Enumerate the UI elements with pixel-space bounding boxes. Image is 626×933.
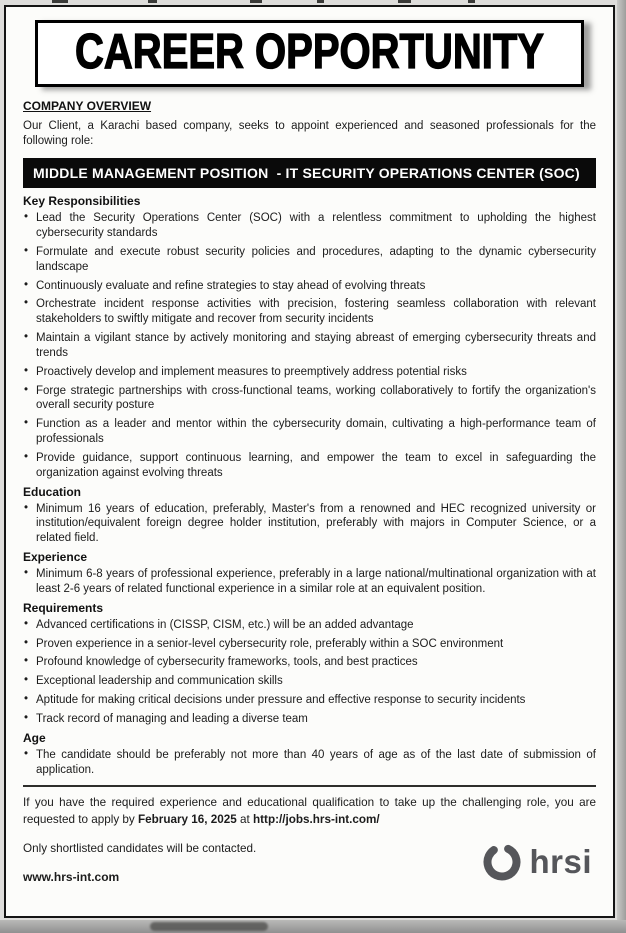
- scan-artifact: [398, 0, 411, 3]
- footer-left: [23, 842, 256, 884]
- bullet-item: • Formulate and execute robust security policies and procedures, adapting to the dynamic cybersecurity landscape: [23, 245, 596, 275]
- apply-text-before: If you have the required experience and educational qualification to take up the challenging role, you are requested to apply by: [23, 796, 596, 826]
- bullet-list: [23, 748, 596, 778]
- scan-artifact: [468, 0, 475, 3]
- bullet-item: • Aptitude for making critical decisions under pressure and effective response to security incidents: [23, 693, 596, 708]
- apply-text-at: at: [240, 812, 250, 826]
- section-education: [23, 485, 596, 546]
- scan-artifact: [148, 0, 157, 3]
- apply-deadline-date: February 16, 2025: [138, 812, 237, 826]
- bullet-item: • Exceptional leadership and communication skills: [23, 674, 596, 689]
- bullet-item: • Lead the Security Operations Center (SOC) with a relentless commitment to upholding the highest cybersecurity standards: [23, 211, 596, 241]
- website-url: www.hrs-int.com: [23, 869, 120, 884]
- scan-artifact: [250, 0, 262, 3]
- section-heading: Education: [23, 484, 82, 499]
- section-age: [23, 731, 596, 778]
- section-heading: Age: [23, 730, 46, 745]
- section-heading: Experience: [23, 550, 88, 565]
- hrsi-logo-text: hrsi: [529, 843, 592, 881]
- bullet-list: [23, 211, 596, 480]
- divider-line: [23, 785, 596, 787]
- bullet-item: • Proven experience in a senior-level cybersecurity role, preferably within a SOC environment: [23, 637, 596, 652]
- section-requirements: [23, 601, 596, 727]
- company-overview-heading: COMPANY OVERVIEW: [23, 99, 152, 113]
- ad-title: CAREER OPPORTUNITY: [75, 25, 544, 79]
- section-key-responsibilities: [23, 194, 596, 480]
- bullet-item: • Forge strategic partnerships with cross-functional teams, working collaboratively to fortify the organization's overall security posture: [23, 384, 596, 414]
- apply-url: http://jobs.hrs-int.com/: [253, 812, 380, 826]
- section-heading: Requirements: [23, 600, 104, 615]
- bullet-item: • Provide guidance, support continuous learning, and empower the team to excel in safeguarding the organization against evolving threats: [23, 451, 596, 481]
- bullet-item: • Orchestrate incident response activities with precision, fostering seamless collaboration with relevant stakeholders to swiftly mitigate and recover from security incidents: [23, 297, 596, 327]
- section-experience: [23, 550, 596, 597]
- scan-margin-right: [617, 0, 626, 933]
- position-banner: MIDDLE MANAGEMENT POSITION - IT SECURITY OPERATIONS CENTER (SOC): [23, 158, 596, 188]
- bullet-item: • Continuously evaluate and refine strategies to stay ahead of evolving threats: [23, 279, 596, 294]
- footer: [23, 840, 596, 884]
- section-heading: Key Responsibilities: [23, 194, 141, 209]
- bullet-list: [23, 502, 596, 546]
- scan-smudge: [150, 922, 268, 931]
- bullet-item: • Function as a leader and mentor within the cybersecurity domain, cultivating a high-performance team of professionals: [23, 417, 596, 447]
- apply-instructions: [23, 795, 596, 827]
- shortlist-note: Only shortlisted candidates will be contacted.: [23, 841, 257, 855]
- bullet-item: • Minimum 16 years of education, preferably, Master's from a renowned and HEC recognized university or institution/equivalent foreign degree holder institution, preferably with majors in Computer Science, or a related field.: [23, 502, 596, 546]
- bullet-list: [23, 567, 596, 597]
- title-box: [35, 20, 584, 87]
- company-overview-text: Our Client, a Karachi based company, seeks to appoint experienced and seasoned professionals for the following role:: [23, 120, 596, 148]
- ring-logo-icon: [480, 840, 524, 884]
- hrsi-logo: [480, 840, 592, 884]
- scan-margin-bottom: [0, 920, 626, 933]
- bullet-item: • Advanced certifications in (CISSP, CISM, etc.) will be an added advantage: [23, 618, 596, 633]
- bullet-item: • The candidate should be preferably not more than 40 years of age as of the last date of submission of application.: [23, 748, 596, 778]
- bullet-list: [23, 618, 596, 727]
- bullet-item: • Proactively develop and implement measures to preemptively address potential risks: [23, 365, 596, 380]
- bullet-item: • Track record of managing and leading a diverse team: [23, 712, 596, 727]
- scan-artifact: [317, 0, 324, 3]
- bullet-item: • Minimum 6-8 years of professional experience, preferably in a large national/multinational organization with at least 2-6 years of related functional experience in a similar role at an equivalent position.: [23, 567, 596, 597]
- job-ad: [4, 5, 615, 918]
- bullet-item: • Maintain a vigilant stance by actively monitoring and staying abreast of emerging cybersecurity threats and trends: [23, 331, 596, 361]
- bullet-item: • Profound knowledge of cybersecurity frameworks, tools, and best practices: [23, 655, 596, 670]
- scan-artifact: [52, 0, 68, 3]
